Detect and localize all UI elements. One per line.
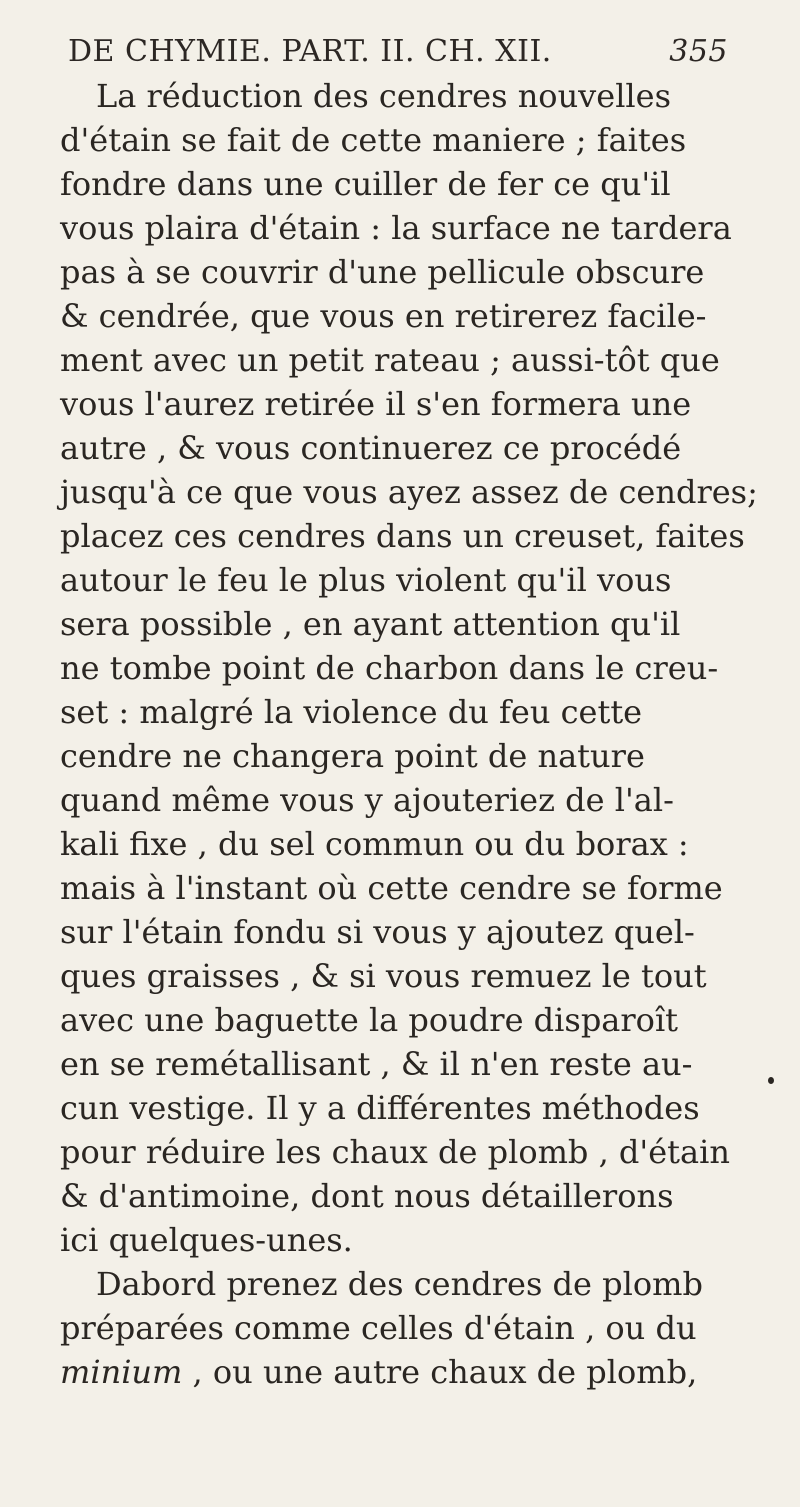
text-line: autour le feu le plus violent qu'il vous	[60, 561, 672, 599]
text-line: quand même vous y ajouteriez de l'al-	[60, 781, 674, 819]
text-line-last	[60, 1350, 697, 1394]
text-line: vous l'aurez retirée il s'en formera une	[60, 385, 692, 423]
text-line: La réduction des cendres nouvelles	[96, 77, 672, 115]
text-line: pour réduire les chaux de plomb , d'étain	[60, 1133, 730, 1171]
text-line: set : malgré la violence du feu cette	[60, 693, 643, 731]
text-line-rest: , ou une autre chaux de plomb,	[182, 1353, 698, 1391]
text-line: ques graisses , & si vous remuez le tout	[60, 957, 707, 995]
text-line: jusqu'à ce que vous ayez assez de cendres;	[60, 473, 758, 511]
text-line: ici quelques-unes.	[60, 1221, 353, 1259]
text-line: & d'antimoine, dont nous détaillerons	[60, 1177, 674, 1215]
text-line: autre , & vous continuerez ce procédé	[60, 429, 682, 467]
italic-word: minium	[60, 1353, 183, 1391]
text-line: sera possible , en ayant attention qu'il	[60, 605, 681, 643]
text-line: cendre ne changera point de nature	[60, 737, 645, 775]
text-line: ment avec un petit rateau ; aussi-tôt que	[60, 341, 720, 379]
text-line: pas à se couvrir d'une pellicule obscure	[60, 253, 705, 291]
running-title: DE CHYMIE. PART. II. CH. XII.	[68, 34, 552, 69]
text-line: mais à l'instant où cette cendre se forme	[60, 869, 723, 907]
text-line: & cendrée, que vous en retirerez facile-	[60, 297, 707, 335]
text-line: sur l'étain fondu si vous y ajoutez quel-	[60, 913, 695, 951]
page-number: 355	[669, 34, 728, 69]
text-line: ne tombe point de charbon dans le creu-	[60, 649, 719, 687]
text-line: en se remétallisant , & il n'en reste au-	[60, 1045, 693, 1083]
text-line: Dabord prenez des cendres de plomb	[96, 1265, 703, 1303]
text-line: placez ces cendres dans un creuset, faites	[60, 517, 745, 555]
ink-speck	[768, 1077, 774, 1084]
text-line: avec une baguette la poudre disparoît	[60, 1001, 679, 1039]
text-line: fondre dans une cuiller de fer ce qu'il	[60, 165, 671, 203]
text-line: cun vestige. Il y a différentes méthodes	[60, 1089, 700, 1127]
text-line: préparées comme celles d'étain , ou du	[60, 1309, 697, 1347]
text-line: kali fixe , du sel commun ou du borax :	[60, 825, 689, 863]
text-line: vous plaira d'étain : la surface ne tardera	[60, 209, 732, 247]
text-line: d'étain se fait de cette maniere ; faites	[60, 121, 687, 159]
